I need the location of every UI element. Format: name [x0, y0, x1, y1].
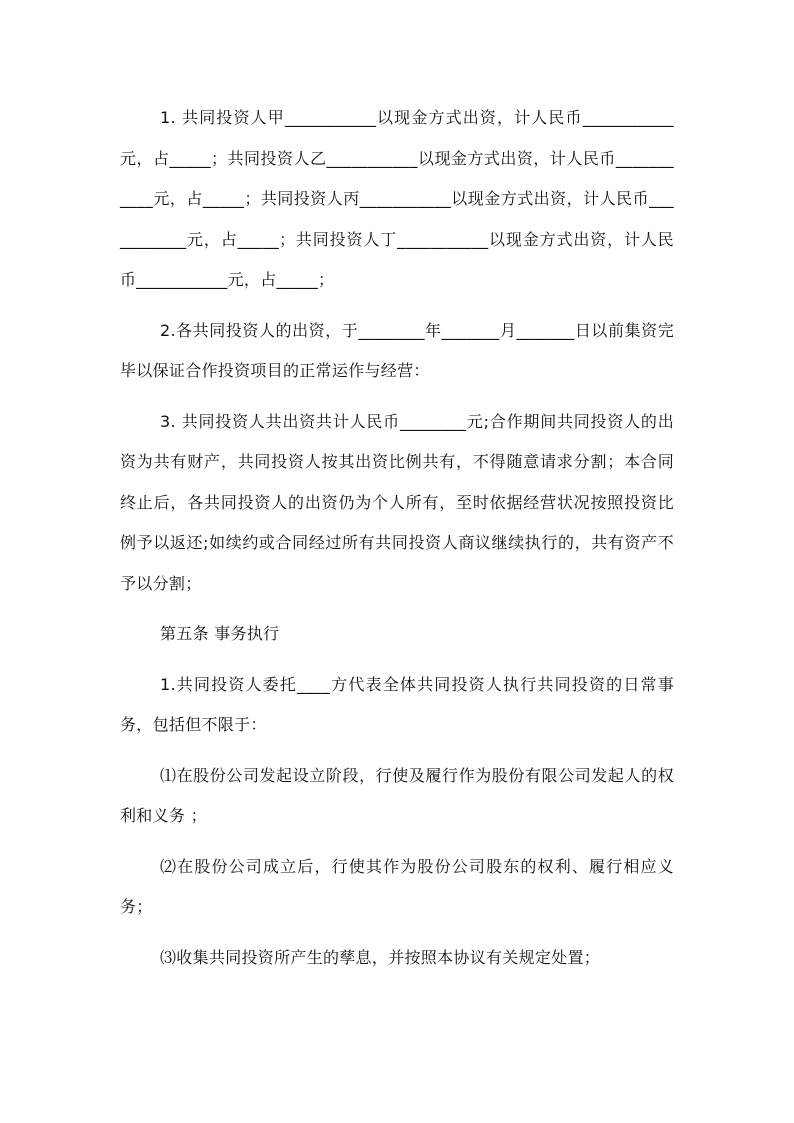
article-five-heading: 第五条 事务执行	[160, 624, 280, 643]
paragraph-investor-contributions: 1. 共同投资人甲___________以现金方式出资，计人民币___________元，占_____；共同投资人乙___________以现金方式出资，计人民币___________元，占_____；共同投资人丙___________以现金方式出资，计人民币___________元，占_____；共同投资人丁___________以现金方式出资，计人民币___________元，占_____；	[120, 108, 674, 289]
paragraph-total-contribution: 3. 共同投资人共出资共计人民币________元;合作期间共同投资人的出资为共有财产，共同投资人按其出资比例共有，不得随意请求分割；本合同终止后，各共同投资人的出资仍为个人所有，至时依据经营状况按照投资比例予以返还;如续约或合同经过所有共同投资人商议继续执行的，共有资产不予以分割；	[120, 411, 674, 593]
list-item-1: ⑴在股份公司发起设立阶段，行使及履行作为股份有限公司发起人的权利和义务 ；	[120, 765, 674, 825]
paragraph-contribution-deadline: 2.各共同投资人的出资，于________年_______月_______日以前集资完毕以保证合作投资项目的正常运作与经营：	[120, 320, 674, 380]
list-item-3: ⑶收集共同投资所产生的孳息，并按照本协议有关规定处置；	[160, 947, 601, 967]
list-item-2: ⑵在股份公司成立后，行使其作为股份公司股东的权利、履行相应义务；	[120, 856, 674, 916]
paragraph-delegation: 1.共同投资人委托____方代表全体共同投资人执行共同投资的日常事务，包括但不限于：	[120, 674, 674, 734]
